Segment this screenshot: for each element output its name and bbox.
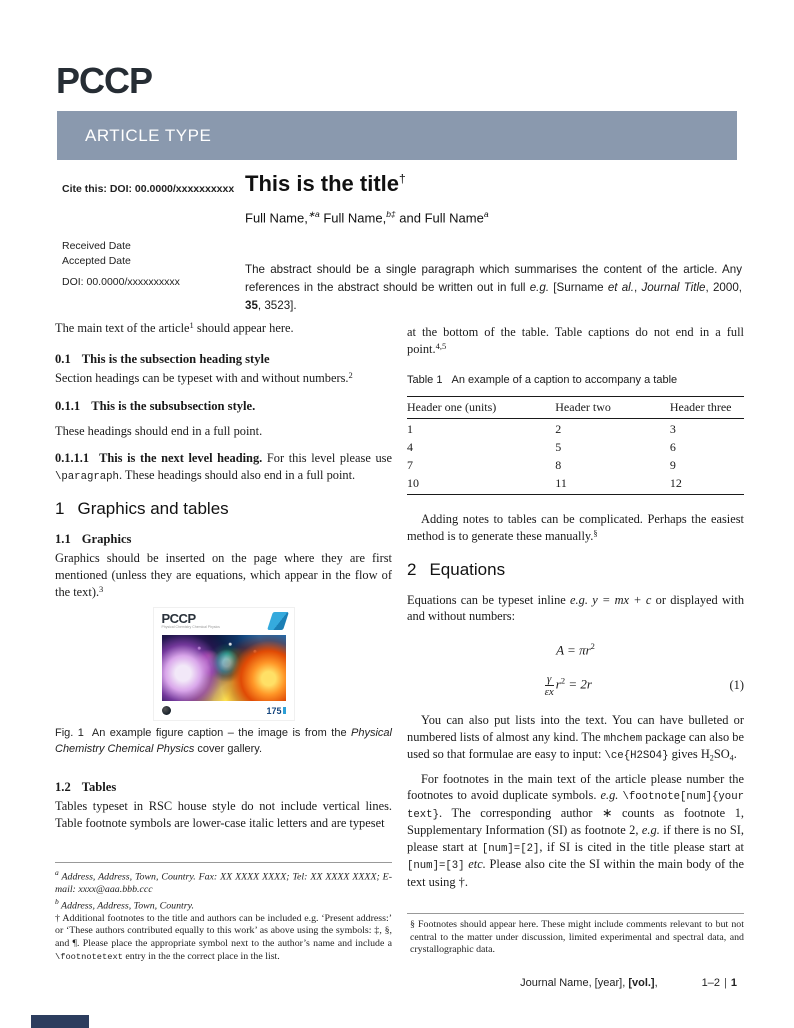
- subsubsection-heading: 0.1.1 This is the subsubsection style.: [55, 399, 256, 414]
- footnote-dagger: † Additional footnotes to the title and authors can be included e.g. ‘Present address:’ or ‘These authors contributed equally to this work’ as above using the symbols: ‡, §, and ¶. Please place the appropriate symbol next to the author’s name and include a \footnotetext entry in the the correct place in the list.: [55, 912, 392, 962]
- paragraph-intro: The main text of the article$^1$ should appear here.: [55, 320, 294, 335]
- table-cell: 8: [555, 457, 562, 472]
- paragraph: These headings should end in a full point.: [55, 424, 263, 439]
- table-cell: 5: [555, 439, 562, 454]
- table-cell: 1: [407, 421, 413, 436]
- figure-caption: Fig. 1 An example figure caption – the image is from the Physical Chemistry Chemical Physics cover gallery.: [55, 727, 392, 755]
- subsection-heading-graphics: 1.1 Graphics: [55, 532, 132, 547]
- inline-code: \ce{H2SO4}: [604, 750, 669, 763]
- inline-math: y = mx + c: [592, 592, 652, 607]
- footer-journal: Journal Name, [year], [vol.],: [520, 977, 658, 989]
- figure-1: [55, 608, 392, 720]
- citation-ref: 1: [189, 320, 194, 331]
- fraction: $\frac{\gamma}{\varepsilon x}$: [544, 673, 554, 699]
- article-type-label: ARTICLE TYPE: [85, 125, 212, 145]
- journal-logo: PCCP: [56, 60, 153, 101]
- table-row: [407, 438, 744, 456]
- author: Full Name,: [319, 210, 387, 226]
- inline-code: [num]=[3]: [407, 860, 465, 873]
- received-date: Received Date: [62, 240, 131, 252]
- doi: DOI: 00.0000/xxxxxxxxxx: [62, 276, 180, 288]
- table-header-cell: Header two: [555, 397, 670, 418]
- table-cell: 9: [669, 457, 676, 472]
- author-list: Full Name,$^{∗a}$ Full Name,$^{b\ddagger}$ and Full Name$^a$: [245, 209, 489, 226]
- table-cell: 3: [669, 421, 676, 436]
- title-footnote-mark: †: [399, 171, 406, 186]
- table-caption: Table 1 An example of a caption to accompany a table: [407, 374, 678, 387]
- right-column: [407, 320, 744, 896]
- inline-code: \paragraph: [55, 470, 119, 483]
- footnote-address-a: $^a$ Address, Address, Town, Country. Fax: XX XXXX XXXX; Tel: XX XXXX XXXX; E-mail: xxxx@aaa.bbb.ccc: [55, 868, 392, 895]
- inline-code: \footnote[num]{your text}: [407, 791, 744, 821]
- accepted-date: Accepted Date: [62, 255, 131, 268]
- table-cell: 11: [555, 476, 567, 491]
- equation-number: (1): [729, 678, 744, 693]
- left-column: [55, 320, 392, 838]
- abstract: The abstract should be a single paragraph which summarises the content of the article. Any references in the abstract should be written out in full e.g. [Surname et al., Journal Title, 2000, 35, 3523].: [245, 263, 742, 312]
- paragraph: For footnotes in the main text of the article please number the footnotes to avoid duplicate symbols. e.g. \footnote[num]{your text}. The corresponding author ∗ counts as footnote 1, Supplementary Information (SI) as footnote 2, e.g. if there is no SI, please start at [num]=[2], if SI is cited in the title please start at [num]=[3] etc. Please also cite the SI within the main body of the text using †.: [407, 771, 745, 889]
- author: Full Name,: [245, 210, 308, 226]
- paragraph: Adding notes to tables can be complicated. Perhaps the easiest method is to generate these manually.§: [407, 512, 744, 543]
- received-accepted: [62, 239, 237, 269]
- citation-ref: 3: [99, 583, 104, 594]
- paragraph: Section headings can be typeset with and without numbers.$^2$: [55, 369, 353, 385]
- citation-ref: 4,5: [435, 340, 447, 351]
- page-footer: [520, 977, 737, 989]
- equation-1: $\frac{\gamma}{\varepsilon x}$ $r^2 = 2r$ (1): [544, 673, 744, 699]
- subsection-heading-tables: 1.2 Tables: [55, 780, 117, 795]
- inline-code: \footnotetext: [55, 951, 123, 962]
- footnotes-right: [407, 913, 744, 957]
- article-type-banner: [57, 111, 737, 160]
- section-heading-1: 1 Graphics and tables: [55, 499, 229, 519]
- footer-pagination: 1–2 | 1: [701, 977, 737, 989]
- table-header-cell: Header one (units): [407, 397, 555, 418]
- next-page-banner-fragment: [31, 1015, 89, 1028]
- table-cell: 2: [555, 421, 562, 436]
- paragraph-runin-heading: 0.1.1.1 This is the next level heading. For this level please use \paragraph. These headings should also end in a full point.: [55, 451, 392, 483]
- table-row: [407, 418, 744, 438]
- cover-subtitle: Physical Chemistry Chemical Physics: [161, 625, 220, 630]
- footnotes-left: [55, 862, 392, 963]
- equation-unnumbered: $A = \pi r^2$: [556, 641, 595, 658]
- table-cell: 6: [669, 439, 676, 454]
- table-row: [407, 456, 744, 474]
- table-row: [407, 474, 744, 495]
- cover-brush-decor: [267, 612, 289, 630]
- table-cell: 10: [407, 476, 419, 491]
- cover-pccp-logo: PCCP: [161, 611, 196, 627]
- inline-code: mhchem: [603, 732, 643, 745]
- page-title: This is the title†: [245, 171, 406, 196]
- inline-code: [num]=[2]: [481, 842, 540, 855]
- footnote-ref: §: [593, 528, 598, 539]
- section-heading-2: 2 Equations: [407, 559, 506, 579]
- table-cell: 4: [407, 439, 413, 454]
- paragraph: Tables typeset in RSC house style do not include vertical lines. Table footnote symbols are lower-case italic letters and are typeset: [55, 799, 392, 830]
- table-cell: 12: [669, 476, 682, 491]
- table-1: [407, 396, 744, 495]
- rsc-logo-mark: [162, 706, 171, 715]
- subsection-heading: 0.1 This is the subsection heading style: [55, 351, 270, 366]
- cite-this: Cite this: DOI: 00.0000/xxxxxxxxxx: [62, 183, 235, 195]
- cover-artwork: [162, 635, 286, 701]
- cover-issue-number: 175: [266, 705, 285, 717]
- author: and Full Name: [395, 210, 484, 226]
- paragraph-continuation: at the bottom of the table. Table captions do not end in a full point.$^{4,5}$: [407, 325, 744, 356]
- table-cell: 7: [407, 457, 413, 472]
- footnote-section: § Footnotes should appear here. These might include comments relevant to but not central to the matter under discussion, limited experimental and spectral data, and crystallographic data.: [410, 919, 744, 956]
- paragraph: Equations can be typeset inline e.g. y = mx + c or displayed with and without numbers:: [407, 592, 745, 624]
- footnote-address-b: $^b$ Address, Address, Town, Country.: [55, 896, 194, 911]
- paragraph: Graphics should be inserted on the page where they are first mentioned (unless they are equations, which appear in the flow of the text).$^3$: [55, 551, 392, 599]
- table-header-cell: Header three: [670, 397, 744, 418]
- paragraph: You can also put lists into the text. You can have bulleted or numbered lists of almost any kind. The mhchem package can also be used so that formulae are easy to input: \ce{H2SO4} gives $H_2SO_4$.: [407, 713, 744, 763]
- citation-ref: 2: [348, 369, 353, 380]
- cover-image: [154, 608, 294, 720]
